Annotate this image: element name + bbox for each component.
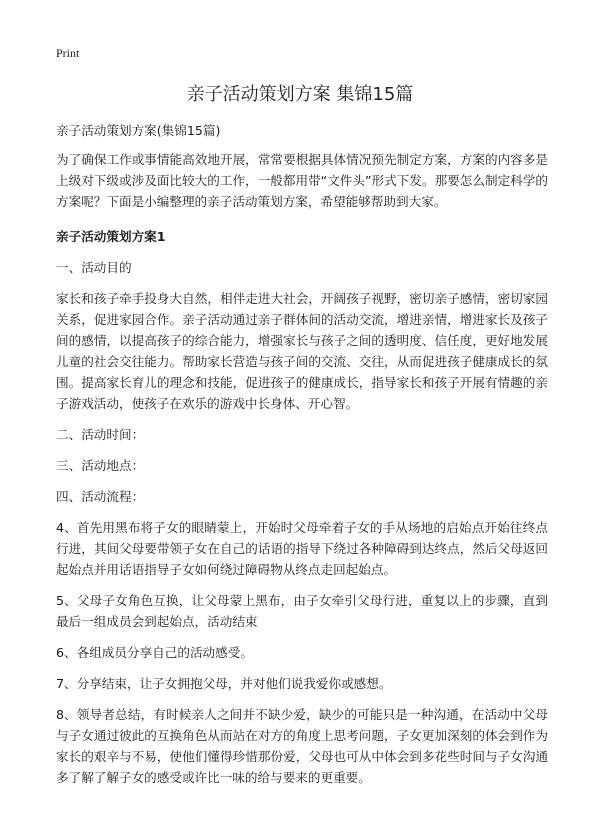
intro-paragraph: 为了确保工作或事情能高效地开展，常常要根据具体情况预先制定方案，方案的内容多是上级对下级或涉及面比较大的工作，一般都用带“文件头”形式下发。那要怎么制定科学的方案呢？下面是小编整理的亲子活动策划方案，希望能够帮助到大家。 [56,152,548,209]
process-step-5: 5、父母子女角色互换，让父母蒙上黑布，由子女牵引父母行进，重复以上的步骤，直到最后一组成员会到起始点，活动结束 [56,593,548,629]
goal-paragraph: 家长和孩子牵手投身大自然，相伴走进大社会，开阔孩子视野，密切亲子感情，密切家园关系，促进家园合作。亲子活动通过亲子群体间的活动交流，增进亲情，增进家长及孩子间的感情，以提高孩子的综合能力，增强家长与孩子之间的透明度、信任度，更好地发展儿童的社会交往能力。帮助家长营造与孩子间的交流、交往，从而促进孩子健康成长的氛围。提高家长育儿的理念和技能，促进孩子的健康成长，指导家长和孩子开展有情趣的亲子游戏活动，使孩子在欢乐的游戏中长身体、开心智。 [56,291,548,411]
document-subtitle: 亲子活动策划方案(集锦15篇) [56,123,221,138]
place-heading: 三、活动地点： [56,458,145,473]
process-step-8: 8、领导者总结，有时候亲人之间并不缺少爱，缺少的可能只是一种沟通，在活动中父母与子女通过彼此的互换角色从而站在对方的角度上思考问题，子女更加深刻的体会到作为家长的艰辛与不易，使他们懂得珍惜那份爱，父母也可从中体会到多花些时间与子女沟通多了解了解子女的感受或许比一味的给与要来的更重要。 [56,707,548,785]
document-body [56,120,548,788]
print-link[interactable]: Print [56,46,80,60]
process-heading: 四、活动流程： [56,489,145,504]
process-step-7: 7、分享结束，让子女拥抱父母，并对他们说我爱你或感想。 [56,676,392,691]
time-heading: 二、活动时间： [56,427,145,442]
goal-heading: 一、活动目的 [56,260,132,275]
process-step-4: 4、首先用黑布将子女的眼睛蒙上，开始时父母牵着子女的手从场地的启始点开始往终点行进，其间父母要带领子女在自己的话语的指导下绕过各种障碍到达终点，然后父母返回起始点并用话语指导子女如何绕过障碍物从终点走回起始点。 [56,520,548,577]
section-heading-1: 亲子活动策划方案1 [56,229,166,244]
process-step-6: 6、各组成员分享自己的活动感受。 [56,645,253,660]
page-title: 亲子活动策划方案 集锦15篇 [186,84,414,105]
